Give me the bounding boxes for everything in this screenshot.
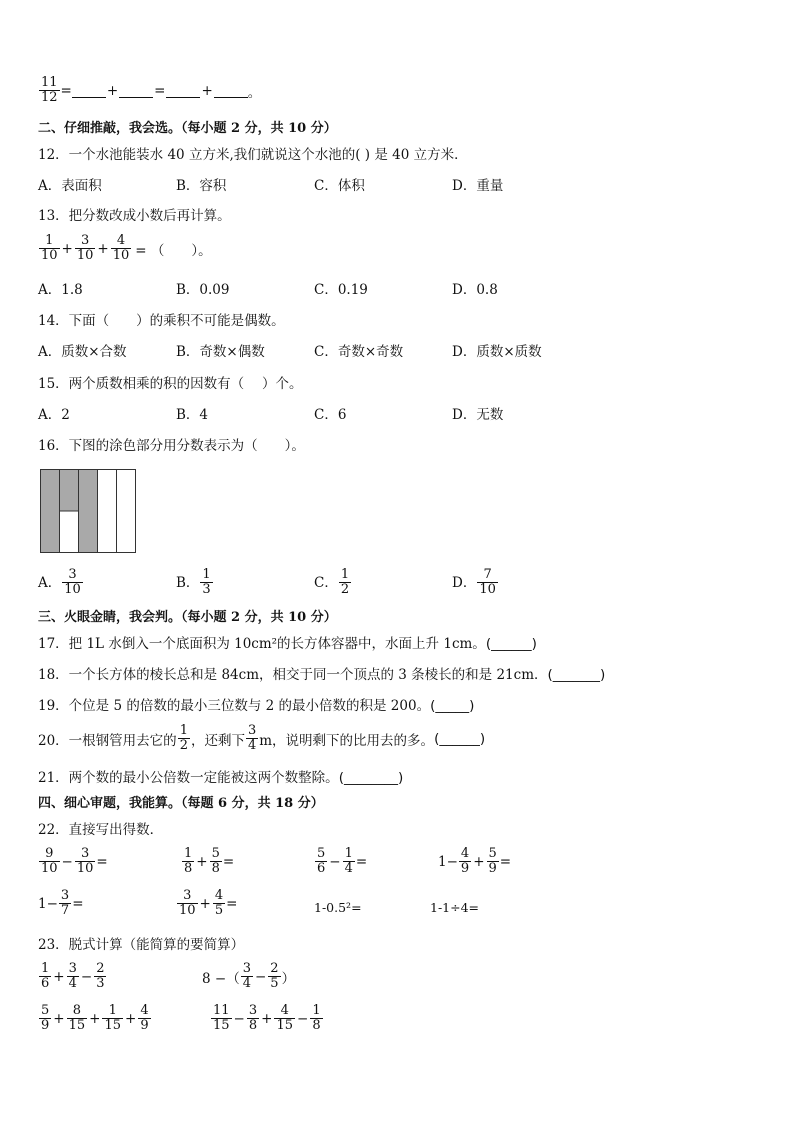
q23-expr-2: 8 −（ $\frac{3}{4}$ − $\frac{2}{5}$ ） bbox=[202, 961, 296, 991]
fraction: $\frac{5}{6}$ bbox=[317, 846, 326, 876]
fraction: $\frac{11}{12}$ bbox=[41, 75, 58, 105]
q13-option-d[interactable]: D．0.8 bbox=[452, 282, 498, 298]
fraction: $\frac{3}{4}$ bbox=[247, 723, 257, 753]
shaded-rectangle-figure bbox=[40, 469, 136, 553]
fraction: $\frac{3}{10}$ bbox=[179, 888, 196, 918]
q13-text: 13．把分数改成小数后再计算。 bbox=[38, 208, 231, 224]
fraction: $\frac{1}{2}$ bbox=[340, 567, 350, 597]
fraction: $\frac{3}{4}$ bbox=[242, 961, 251, 991]
fraction: $\frac{5}{8}$ bbox=[211, 846, 220, 876]
fraction: $\frac{1}{6}$ bbox=[41, 961, 50, 991]
q13-option-b[interactable]: B．0.09 bbox=[176, 282, 230, 298]
fraction: $\frac{3}{10}$ bbox=[76, 233, 94, 263]
q23-expr-1: $\frac{1}{6}$ + $\frac{3}{4}$ − $\frac{2}{3}$ bbox=[41, 961, 105, 991]
q12-option-a[interactable]: A．表面积 bbox=[38, 178, 102, 194]
section-2-title: 二、仔细推敲，我会选。（每小题 2 分，共 10 分） bbox=[38, 121, 337, 136]
q22-expr-6: $\frac{3}{10}$ + $\frac{4}{5}$ = bbox=[179, 888, 238, 918]
q15-option-a[interactable]: A．2 bbox=[38, 407, 70, 423]
answer-blank[interactable] bbox=[166, 83, 200, 98]
answer-paren[interactable]: (______) bbox=[485, 636, 537, 652]
fraction: $\frac{3}{10}$ bbox=[76, 846, 94, 876]
q12-option-b[interactable]: B．容积 bbox=[176, 178, 227, 194]
q22-expr-1: $\frac{9}{10}$ − $\frac{3}{10}$ = bbox=[41, 846, 108, 876]
q16-option-c[interactable]: C． $\frac{1}{2}$ bbox=[314, 567, 350, 597]
fraction: $\frac{1}{10}$ bbox=[41, 233, 58, 263]
fraction: $\frac{4}{5}$ bbox=[214, 888, 224, 918]
q14-option-d[interactable]: D．质数×质数 bbox=[452, 344, 542, 360]
fraction: $\frac{3}{7}$ bbox=[60, 888, 70, 918]
fraction: $\frac{4}{9}$ bbox=[460, 846, 470, 876]
q22-expr-5: 1− $\frac{3}{7}$ = bbox=[38, 888, 84, 918]
q16-option-a[interactable]: A． $\frac{3}{10}$ bbox=[38, 567, 81, 597]
q23-expr-3: $\frac{5}{9}$ + $\frac{8}{15}$ + $\frac{1}{15}$ + $\frac{4}{9}$ bbox=[41, 1003, 149, 1033]
answer-paren[interactable]: (_____) bbox=[430, 698, 475, 714]
answer-blank[interactable] bbox=[119, 83, 153, 98]
fraction: $\frac{1}{8}$ bbox=[184, 846, 193, 876]
q14-option-a[interactable]: A．质数×合数 bbox=[38, 344, 127, 360]
q11-equation: $\frac{11}{12}$ = + = + 。 bbox=[41, 75, 262, 105]
q12-text: 12．一个水池能装水 40 立方米,我们就说这个水池的( ) 是 40 立方米． bbox=[38, 147, 468, 163]
section-4-title: 四、细心审题，我能算。（每题 6 分，共 18 分） bbox=[38, 796, 324, 811]
fraction: $\frac{1}{3}$ bbox=[202, 567, 211, 597]
q15-option-b[interactable]: B．4 bbox=[176, 407, 209, 423]
q15-option-d[interactable]: D．无数 bbox=[452, 407, 504, 423]
q22-expr-4: 1− $\frac{4}{9}$ + $\frac{5}{9}$ = bbox=[438, 846, 512, 876]
fraction: $\frac{2}{3}$ bbox=[96, 961, 105, 991]
q12-option-c[interactable]: C．体积 bbox=[314, 178, 365, 194]
answer-paren[interactable]: (________) bbox=[338, 770, 404, 786]
fraction: $\frac{11}{15}$ bbox=[213, 1003, 230, 1033]
answer-blank[interactable] bbox=[72, 83, 106, 98]
q13-option-c[interactable]: C．0.19 bbox=[314, 282, 368, 298]
fraction: $\frac{7}{10}$ bbox=[479, 567, 496, 597]
unshaded-region bbox=[60, 511, 79, 553]
q14-option-b[interactable]: B．奇数×偶数 bbox=[176, 344, 265, 360]
q20-text: 20．一根钢管用去它的 $\frac{1}{2}$ ，还剩下 $\frac{3}{4}$ m，说明剩下的比用去的多。 (______) bbox=[38, 723, 486, 753]
q12-option-d[interactable]: D．重量 bbox=[452, 178, 504, 194]
answer-paren[interactable]: (______) bbox=[434, 730, 486, 747]
q23-text: 23．脱式计算（能简算的要简算） bbox=[38, 937, 245, 953]
q22-expr-7: 1-0.5²= bbox=[314, 900, 362, 915]
fraction: $\frac{4}{15}$ bbox=[276, 1003, 293, 1033]
q22-text: 22．直接写出得数． bbox=[38, 822, 164, 838]
fraction: $\frac{2}{5}$ bbox=[270, 961, 279, 991]
section-3-title: 三、火眼金睛，我会判。（每小题 2 分，共 10 分） bbox=[38, 610, 337, 625]
fraction: $\frac{3}{8}$ bbox=[248, 1003, 258, 1033]
fraction: $\frac{4}{9}$ bbox=[140, 1003, 149, 1033]
fraction: $\frac{4}{10}$ bbox=[112, 233, 130, 263]
q13-option-a[interactable]: A．1.8 bbox=[38, 282, 83, 298]
q23-expr-4: $\frac{11}{15}$ − $\frac{3}{8}$ + $\frac{4}{15}$ − $\frac{1}{8}$ bbox=[213, 1003, 321, 1033]
q14-option-c[interactable]: C．奇数×奇数 bbox=[314, 344, 404, 360]
q14-text: 14．下面（ ）的乘积不可能是偶数。 bbox=[38, 313, 285, 329]
q18-text: 18．一个长方体的棱长总和是 84cm，相交于同一个顶点的 3 条棱长的和是 21cm．(_______) bbox=[38, 667, 606, 683]
fraction: $\frac{1}{15}$ bbox=[104, 1003, 121, 1033]
fraction: $\frac{5}{9}$ bbox=[41, 1003, 50, 1033]
fraction: $\frac{1}{4}$ bbox=[344, 846, 353, 876]
fraction: $\frac{3}{4}$ bbox=[68, 961, 77, 991]
q15-text: 15．两个质数相乘的积的因数有（ ）个。 bbox=[38, 376, 303, 392]
q13-expression: $\frac{1}{10}$ + $\frac{3}{10}$ + $\frac{4}{10}$ = （ ）。 bbox=[41, 233, 212, 263]
q17-text: 17．把 1L 水倒入一个底面积为 10cm²的长方体容器中，水面上升 1cm。(______) bbox=[38, 636, 537, 652]
fraction: $\frac{1}{8}$ bbox=[312, 1003, 321, 1033]
q22-expr-2: $\frac{1}{8}$ + $\frac{5}{8}$ = bbox=[184, 846, 235, 876]
q19-text: 19．个位是 5 的倍数的最小三位数与 2 的最小倍数的积是 200。(_____) bbox=[38, 698, 475, 714]
q21-text: 21．两个数的最小公倍数一定能被这两个数整除。(________) bbox=[38, 770, 404, 786]
q16-text: 16．下图的涂色部分用分数表示为（ ）。 bbox=[38, 438, 305, 454]
q16-option-b[interactable]: B． $\frac{1}{3}$ bbox=[176, 567, 211, 597]
answer-blank[interactable] bbox=[214, 83, 248, 98]
fraction: $\frac{1}{2}$ bbox=[179, 723, 188, 753]
fraction: $\frac{5}{9}$ bbox=[488, 846, 497, 876]
q16-option-d[interactable]: D． $\frac{7}{10}$ bbox=[452, 567, 496, 597]
fraction: $\frac{9}{10}$ bbox=[41, 846, 58, 876]
fraction: $\frac{3}{10}$ bbox=[64, 567, 81, 597]
q15-option-c[interactable]: C．6 bbox=[314, 407, 347, 423]
fraction: $\frac{8}{15}$ bbox=[68, 1003, 86, 1033]
answer-paren[interactable]: (_______) bbox=[547, 667, 606, 683]
q22-expr-3: $\frac{5}{6}$ − $\frac{1}{4}$ = bbox=[317, 846, 368, 876]
q22-expr-8: 1-1÷4= bbox=[430, 900, 480, 915]
